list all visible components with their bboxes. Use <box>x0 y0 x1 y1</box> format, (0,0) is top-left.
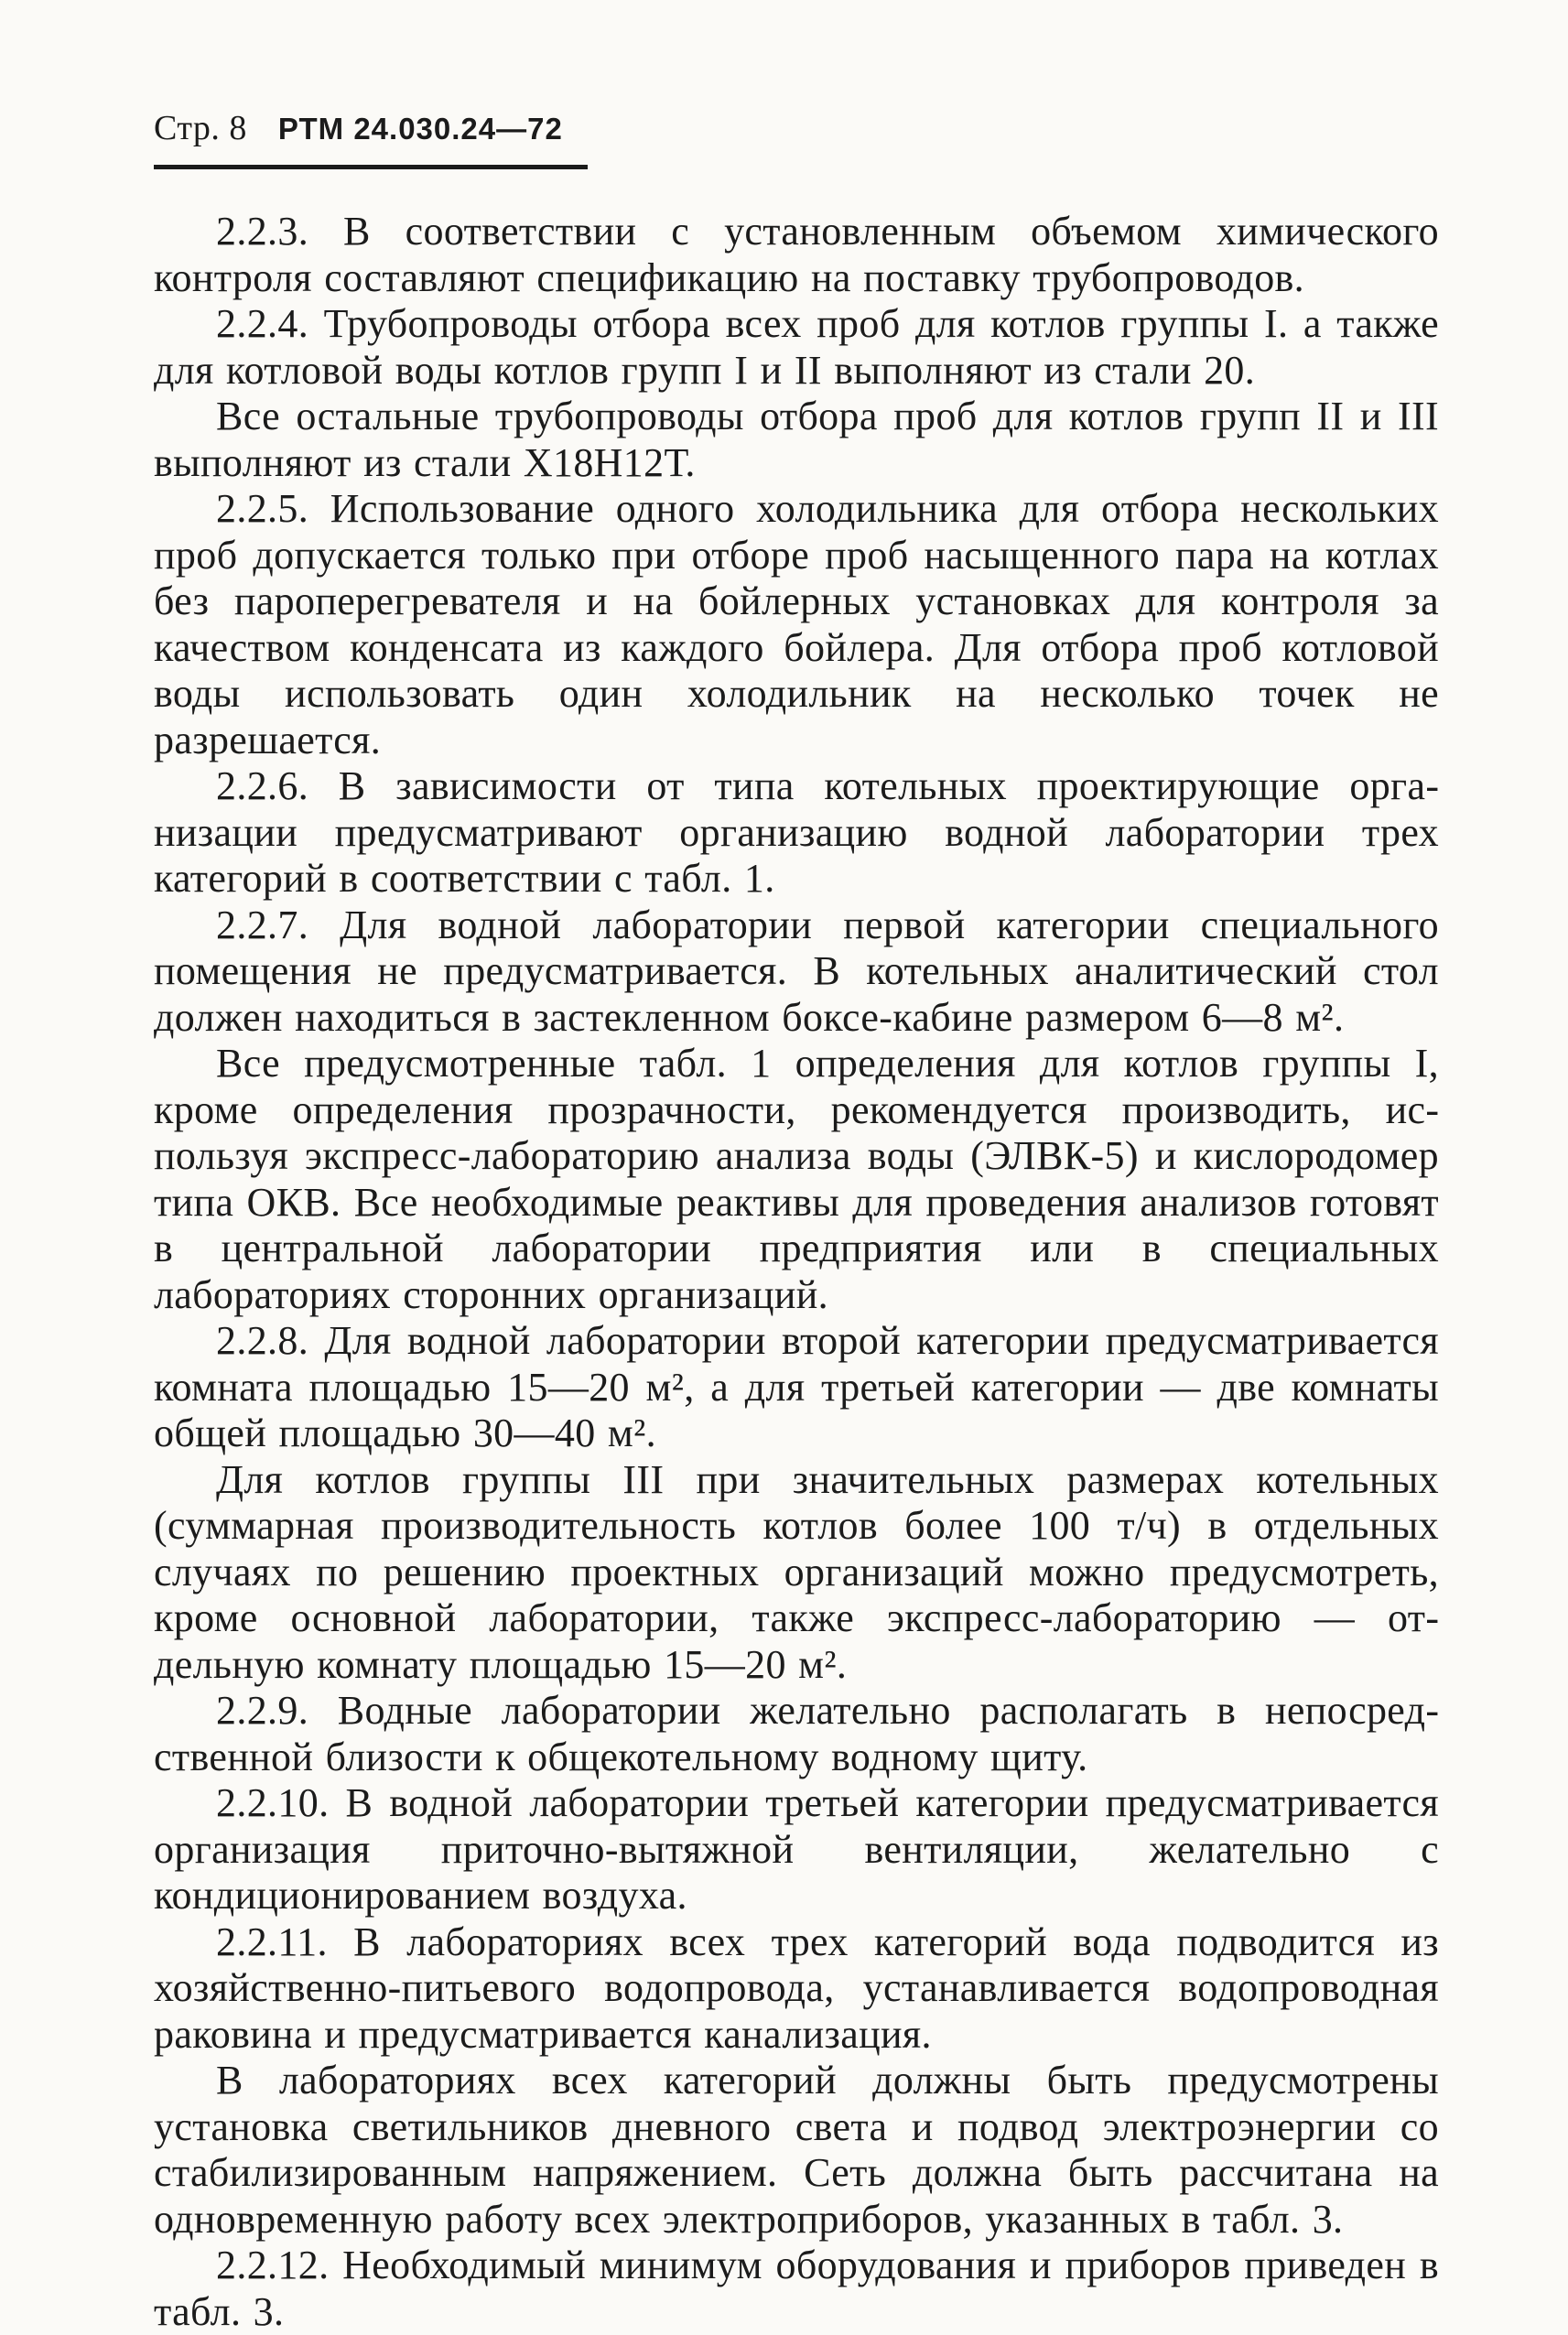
page-header <box>154 108 563 149</box>
paragraph-2-2-12: 2.2.12. Необходимый минимум оборудования и приборов приведен в табл. 3. <box>154 2243 1439 2334</box>
paragraph-2-2-6: 2.2.6. В зависимости от типа котельных проектирующие организации предусматривают организацию водной лаборатории трех категорий в соответствии с табл. 1. <box>154 763 1439 901</box>
header-divider <box>154 165 588 169</box>
paragraph-2-2-3: 2.2.3. В соответствии с установленным объемом химического контроля составляют спецификацию на поставку трубопроводов. <box>154 209 1439 300</box>
document-code: РТМ 24.030.24—72 <box>277 112 563 146</box>
paragraph-2-2-8: 2.2.8. Для водной лаборатории второй категории предусматривается комната площадью 15—20 м², а для третьей категории — две комнаты общей площадью 30—40 м². <box>154 1318 1439 1455</box>
paragraph-2-2-4-continued: Все остальные трубопроводы отбора проб для котлов групп II и III выполняют из стали Х18Н12Т. <box>154 394 1439 485</box>
paragraph-2-2-11: 2.2.11. В лабораториях всех трех категорий вода подводится из хозяйственно-питьевого водопровода, устанавливается водопроводная раковина и предусматривается канализация. <box>154 1919 1439 2057</box>
paragraph-2-2-11-continued: В лабораториях всех категорий должны быть предусмотрены установка светильников дневного света и подвод электроэнергии со стабилизированным напряжением. Сеть должна быть рассчитана на одновременную работу всех электроприборов, указанных в табл. 3. <box>154 2058 1439 2242</box>
paragraph-2-2-9: 2.2.9. Водные лаборатории желательно располагать в непосредственной близости к общекотельному водному щиту. <box>154 1688 1439 1779</box>
page-number: Стр. 8 <box>154 109 247 147</box>
paragraph-2-2-10: 2.2.10. В водной лаборатории третьей категории предусматривается организация приточно-вытяжной вентиляции, желательно с кондиционированием воздуха. <box>154 1780 1439 1918</box>
body-text <box>154 209 1439 2335</box>
paragraph-2-2-5: 2.2.5. Использование одного холодильника для отбора нескольких проб допускается только при отборе проб насыщенного пара на котлах без пароперегревателя и на бойлерных установках для контроля за качеством конденсата из каждого бойлера. Для отбора проб котловой воды использовать один холодильник на несколько точек не разрешается. <box>154 486 1439 762</box>
paragraph-2-2-7-continued: Все предусмотренные табл. 1 определения для котлов группы I, кроме определения прозрачности, рекомендуется производить, используя экспресс-лабораторию анализа воды (ЭЛВК-5) и кислородомер типа ОКВ. Все необходимые реактивы для проведения анализов готовят в центральной лаборатории предприятия или в специальных лабораториях сторонних организаций. <box>154 1041 1439 1317</box>
paragraph-2-2-8-continued: Для котлов группы III при значительных размерах котельных (суммарная производительность котлов более 100 т/ч) в отдельных случаях по решению проектных организаций можно предусмотреть, кроме основной лаборатории, также экспресс-лабораторию — отдельную комнату площадью 15—20 м². <box>154 1456 1439 1687</box>
paragraph-2-2-4: 2.2.4. Трубопроводы отбора всех проб для котлов группы I. а также для котловой воды котлов групп I и II выполняют из стали 20. <box>154 301 1439 393</box>
paragraph-2-2-7: 2.2.7. Для водной лаборатории первой категории специального помещения не предусматривается. В котельных аналитический стол должен находиться в застекленном боксе-кабине размером 6—8 м². <box>154 902 1439 1040</box>
